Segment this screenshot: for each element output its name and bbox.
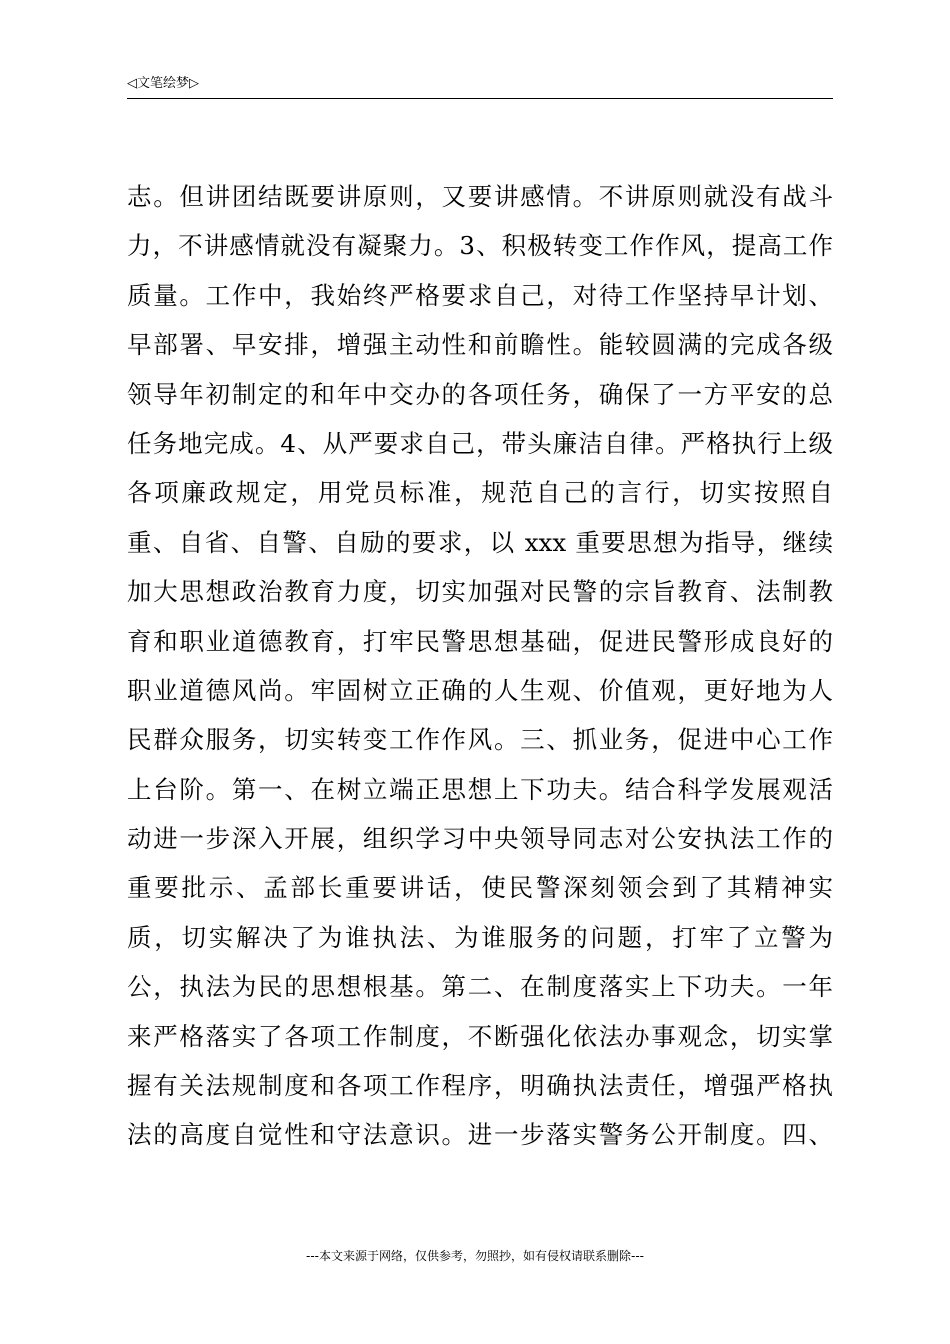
body-line: 任务地完成。4、从严要求自己，带头廉洁自律。严格执行上级 xyxy=(127,428,833,458)
body-line: 法的高度自觉性和守法意识。进一步落实警务公开制度。四、 xyxy=(127,1120,833,1150)
body-line: 早部署、早安排，增强主动性和前瞻性。能较圆满的完成各级 xyxy=(127,330,833,360)
page-footer: ---本文来源于网络，仅供参考，勿照抄，如有侵权请联系删除--- xyxy=(306,1249,644,1263)
body-line: 民群众服务，切实转变工作作风。三、抓业务，促进中心工作 xyxy=(127,725,833,755)
body-line: 志。但讲团结既要讲原则，又要讲感情。不讲原则就没有战斗 xyxy=(127,182,833,211)
body-line: 握有关法规制度和各项工作程序，明确执法责任，增强严格执 xyxy=(127,1071,833,1101)
body-line: 各项廉政规定，用党员标准，规范自己的言行，切实按照自 xyxy=(127,478,833,508)
body-line: 质，切实解决了为谁执法、为谁服务的问题，打牢了立警为 xyxy=(127,922,833,952)
body-line: 质量。工作中，我始终严格要求自己，对待工作坚持早计划、 xyxy=(127,280,833,310)
body-line: 重要批示、孟部长重要讲话，使民警深刻领会到了其精神实 xyxy=(127,873,833,903)
document-body xyxy=(127,172,833,1160)
page-header xyxy=(127,74,833,99)
body-line: 公，执法为民的思想根基。第二、在制度落实上下功夫。一年 xyxy=(127,972,833,1002)
body-line: 领导年初制定的和年中交办的各项任务，确保了一方平安的总 xyxy=(127,379,833,409)
body-line: 来严格落实了各项工作制度，不断强化依法办事观念，切实掌 xyxy=(127,1021,833,1051)
body-line: 加大思想政治教育力度，切实加强对民警的宗旨教育、法制教 xyxy=(127,577,833,607)
body-line: 重、自省、自警、自励的要求，以 xxx 重要思想为指导，继续 xyxy=(127,527,833,557)
body-line: 力，不讲感情就没有凝聚力。3、积极转变工作作风，提高工作 xyxy=(127,231,833,261)
body-line: 职业道德风尚。牢固树立正确的人生观、价值观，更好地为人 xyxy=(127,675,833,705)
body-line: 育和职业道德教育，打牢民警思想基础，促进民警形成良好的 xyxy=(127,626,833,656)
header-title: ◁文笔绘梦▷ xyxy=(127,76,199,91)
body-line: 上台阶。第一、在树立端正思想上下功夫。结合科学发展观活 xyxy=(127,774,833,804)
body-line: 动进一步深入开展，组织学习中央领导同志对公安执法工作的 xyxy=(127,824,833,854)
